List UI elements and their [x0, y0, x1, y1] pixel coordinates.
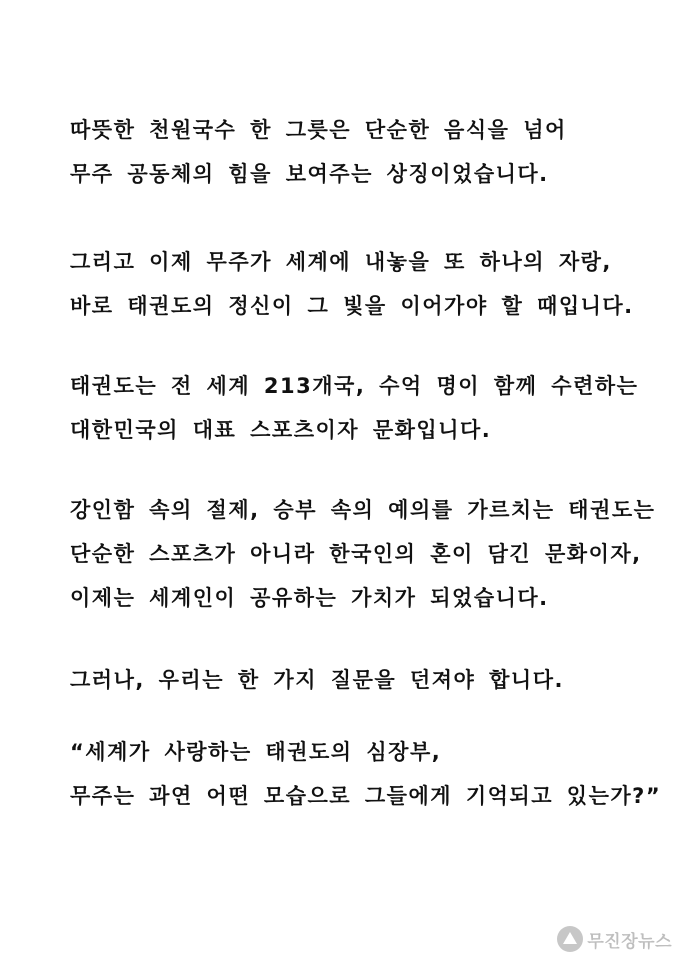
text-line: 이제는 세계인이 공유하는 가치가 되었습니다. — [70, 586, 549, 610]
text-line: 따뜻한 천원국수 한 그릇은 단순한 음식을 넘어 — [70, 118, 567, 142]
text-line: 바로 태권도의 정신이 그 빛을 이어가야 할 때입니다. — [70, 294, 634, 318]
text-line: 그러나, 우리는 한 가지 질문을 던져야 합니다. — [70, 668, 564, 692]
text-line: 그리고 이제 무주가 세계에 내놓을 또 하나의 자랑, — [70, 250, 612, 274]
text-line: 무주 공동체의 힘을 보여주는 상징이었습니다. — [70, 162, 549, 186]
watermark-text: 무진장뉴스 — [587, 931, 672, 952]
paragraph-3 — [70, 364, 660, 452]
quote-line: “세계가 사랑하는 태권도의 심장부, — [70, 740, 442, 764]
paragraph-2 — [70, 240, 660, 328]
text-line: 단순한 스포츠가 아니라 한국인의 혼이 담긴 문화이자, — [70, 542, 642, 566]
text-line: 대한민국의 대표 스포츠이자 문화입니다. — [70, 418, 492, 442]
paragraph-5 — [70, 658, 660, 702]
quote-paragraph — [70, 730, 660, 818]
paragraph-1 — [70, 108, 660, 196]
text-line: 태권도는 전 세계 213개국, 수억 명이 함께 수련하는 — [70, 374, 639, 398]
watermark — [557, 924, 672, 954]
mountain-logo-icon — [557, 926, 583, 952]
text-line: 강인함 속의 절제, 승부 속의 예의를 가르치는 태권도는 — [70, 498, 656, 522]
quote-line: 무주는 과연 어떤 모습으로 그들에게 기억되고 있는가?” — [70, 784, 662, 808]
paragraph-4 — [70, 488, 660, 620]
